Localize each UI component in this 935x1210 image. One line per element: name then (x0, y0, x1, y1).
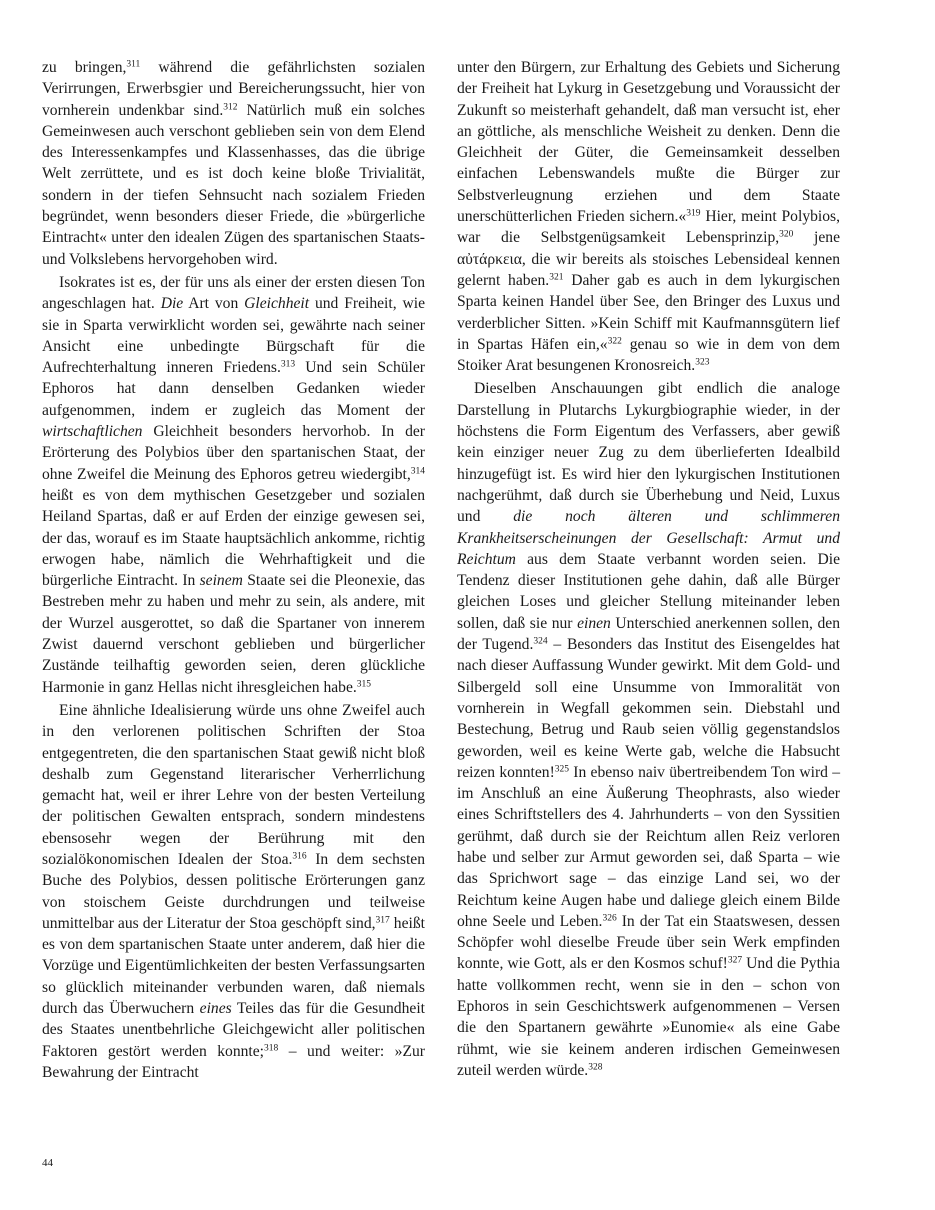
emphasis-text: die noch älteren und schlimmeren Krankheitserscheinungen der Gesellschaft: Armut und Reichtum (457, 508, 840, 568)
text-run: aus dem Staate verbannt worden seien. Die Tendenz dieser Institutionen gehe dahin, daß alle Bürger gleichen Loses und gleicher Stellung miteinander leben sollen, daß sie nur (457, 550, 840, 632)
paragraph (42, 272, 425, 698)
text-run: zu bringen, (42, 59, 127, 76)
page-number: 44 (42, 1157, 53, 1169)
paragraph (42, 57, 425, 270)
text-run: Eine ähnliche Idealisierung würde uns ohne Zweifel auch in den verlorenen politischen Schriften der Stoa entgegentreten, die den spartanischen Staat gewiß nicht bloß deshalb zum Gegenstand literarischer Verherrlichung gemacht hat, weil er ihrer Lehre von der besten Verteilung der politischen Gewalten entsprach, sondern mindestens ebensosehr wegen der Berührung mit den sozialökonomischen Idealen der Stoa. (42, 701, 425, 868)
emphasis-text: eines (199, 1000, 232, 1018)
emphasis-text: einen (577, 614, 611, 632)
text-run: In der Tat ein Staatswesen, dessen Schöpfer wohl dieselbe Freude über sein Werk empfinden konnte, wie Gott, als er den Kosmos schuf! (457, 912, 840, 973)
text-run: Teiles das für die Gesundheit des Staates unentbehrliche Gleichgewicht aller politischen Faktoren gestört werden konnte; (42, 1000, 425, 1060)
text-run: Natürlich muß ein solches Gemeinwesen auch verschont geblieben sein von dem Elend des Interessenkampfes und Klassenhasses, das die übrige Welt zerrüttete, und es ist doch keine bloße Trivialität, sondern in der tiefen Sehnsucht nach sozialem Frieden begründet, wenn besonders dieser Friede, die »bürgerliche Eintracht« unter den idealen Zügen des spartanischen Staats- und Volkslebens hervorgehoben wird. (42, 101, 425, 268)
text-run: Unterschied anerkennen sollen, den der Tugend. (457, 614, 840, 654)
emphasis-text: wirtschaftlichen (42, 423, 143, 441)
text-run: unter den Bürgern, zur Erhaltung des Gebiets und Sicherung der Freiheit hat Lykurg in Gesetzgebung und Voraussicht der Zukunft so meisterhaft gehandelt, daß man versucht ist, eher an göttliche, als menschliche Weisheit zu denken. Denn die Gleichheit der Güter, die Gemeinsamkeit desselben einfachen Lebenswandels mußte die Bürger zur Selbstverleugnung erziehen und dem Staate unerschütterlichen Frieden sichern.« (457, 59, 840, 226)
footnote-ref: 322 (607, 336, 622, 347)
left-column (42, 57, 425, 1083)
text-run: Gleichheit besonders hervorhob. In der Erörterung des Polybios über den spartanischen Staat, der ohne Zweifel die Meinung des Ephoros getreu wiedergibt, (42, 423, 425, 483)
text-run: Isokrates ist es, der für uns als einer der ersten diesen Ton angeschlagen hat. (42, 273, 425, 313)
footnote-ref: 324 (533, 636, 548, 647)
footnote-ref: 325 (554, 764, 570, 775)
emphasis-text: Die (160, 295, 184, 313)
paragraph (457, 378, 840, 1081)
footnote-ref: 312 (223, 102, 238, 113)
text-run: heißt es von dem spartanischen Staate unter anderem, daß hier die Vorzüge und Eigentümlichkeiten der besten Verfassungsarten so glücklich miteinander verbunden waren, daß niemals durch das Überwuchern (42, 914, 425, 1018)
text-run: jene αὐτάρκεια, die wir bereits als stoisches Lebensideal kennen gelernt haben. (457, 229, 840, 289)
text-run: Art von (183, 295, 245, 313)
text-run: Und die Pythia hatte vollkommen recht, wenn sie in den – schon von Ephoros in sein Geschichtswerk aufgenommenen – Versen die den Spartanern gewährte »Eunomie« als eine Gabe rühmt, wie sie keinem anderen irdischen Gemeinwesen zuteil werden würde. (457, 955, 840, 1079)
footnote-ref: 319 (686, 208, 701, 219)
footnote-ref: 328 (588, 1062, 603, 1073)
footnote-ref: 313 (280, 359, 296, 370)
text-run: genau so wie in dem von dem Stoiker Arat besungenen Kronosreich. (457, 335, 840, 375)
right-column (457, 57, 840, 1081)
text-run: und Freiheit, wie sie in Sparta verwirklicht worden sei, gewährte nach seiner Ansicht eine unbedingte Bürgschaft für die Aufrechterhaltung inneren Friedens. (42, 295, 425, 377)
text-run: während die gefährlichsten sozialen Verirrungen, Erwerbsgier und Bereicherungssucht, hier von vornherein undenkbar sind. (42, 59, 425, 119)
footnote-ref: 315 (356, 679, 372, 690)
emphasis-text: seinem (199, 572, 243, 590)
text-run: Hier, meint Polybios, war die Selbstgenügsamkeit Lebensprinzip, (457, 208, 841, 247)
text-run: Staate sei die Pleonexie, das Bestreben mehr zu haben und mehr zu sein, als andere, mit der Wurzel ausgerottet, so daß die Spartaner von innerem Zwist dauernd verschont geblieben und bürgerlicher Zustände teilhaftig geworden seien, deren glückliche Harmonie in ganz Hellas nicht ihresgleichen habe. (42, 572, 425, 696)
text-run: Dieselben Anschauungen gibt endlich die analoge Darstellung in Plutarchs Lykurgbiographie wieder, in der höchstens die Form Eigentum des Verfassers, aber gewiß kein einziger neuer Zug zu dem überlieferten Idealbild hinzugefügt ist. Es wird hier den lykurgischen Institutionen nachgerühmt, daß durch sie Überhebung und Neid, Luxus und (457, 380, 840, 526)
footnote-ref: 323 (695, 357, 710, 368)
paragraph (457, 57, 840, 376)
footnote-ref: 318 (264, 1043, 279, 1054)
text-run: heißt es von dem mythischen Gesetzgeber und sozialen Heiland Spartas, daß er auf Erden der einzige gewesen sei, der das, worauf es im Staate hauptsächlich ankomme, richtig erwogen habe, nämlich die Wehrhaftigkeit und die bürgerliche Eintracht. In (42, 486, 425, 590)
footnote-ref: 326 (602, 913, 617, 924)
footnote-ref: 311 (126, 59, 141, 70)
emphasis-text: Gleichheit (244, 295, 310, 313)
text-run: Daher gab es auch in dem lykurgischen Sparta keinen Handel über See, den Bringer des Luxus und verderblicher Sitten. »Kein Schiff mit Kaufmannsgütern lief in Spartas Häfen ein,« (457, 271, 840, 353)
footnote-ref: 320 (779, 229, 794, 240)
paragraph (42, 700, 425, 1083)
footnote-ref: 314 (410, 466, 425, 477)
footnote-ref: 321 (549, 272, 564, 283)
footnote-ref: 327 (727, 955, 743, 966)
text-run: Und sein Schüler Ephoros hat dann denselben Gedanken wieder aufgenommen, indem er zugleich das Moment der (42, 359, 425, 419)
text-run: In ebenso naiv übertreibendem Ton wird – im Anschluß an eine Äußerung Theophrasts, also wieder eines Schriftstellers des 4. Jahrhunderts – von den Syssitien gerühmt, daß durch sie der Reichtum allen Reiz verloren habe und selber zur Armut geworden sei, daß Sparta – wie das Sprichwort sage – das einzige Land sei, wo der Reichtum keine Augen habe und daliege gleich einem Bilde ohne Seele und Leben. (457, 763, 840, 930)
text-run: – Besonders das Institut des Eisengeldes hat nach dieser Auffassung Wunder gewirkt. Mit dem Gold- und Silbergeld soll eine Unsumme von Immoralität von vornherein in Wegfall gekommen sein. Diebstahl und Bestechung, Betrug und Raub seien völlig gegenstandslos geworden, weil es keine Werte gab, welche die Habsucht reizen konnten! (457, 636, 840, 781)
text-run: In dem sechsten Buche des Polybios, dessen politische Erörterungen ganz von stoischem Geiste durchdrungen und teilweise unmittelbar aus der Literatur der Stoa geschöpft sind, (42, 850, 426, 932)
footnote-ref: 316 (292, 851, 307, 862)
text-run: – und weiter: »Zur Bewahrung der Eintracht (42, 1042, 425, 1081)
footnote-ref: 317 (375, 915, 390, 926)
